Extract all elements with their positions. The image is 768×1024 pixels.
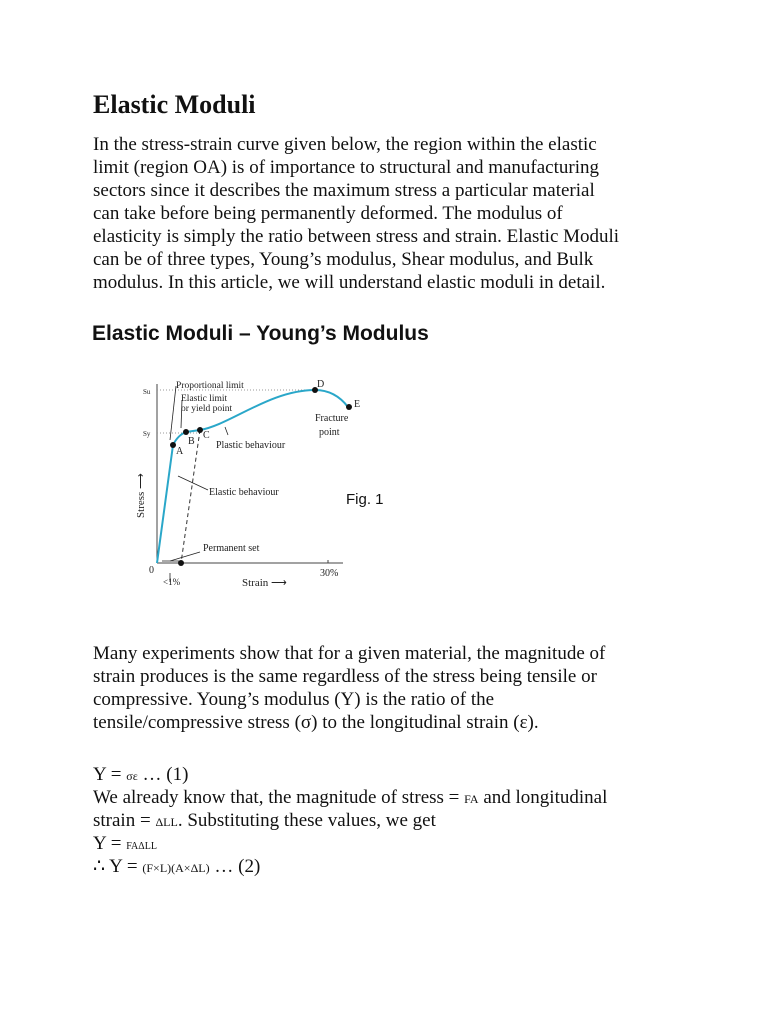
intro-line: modulus. In this article, we will understand elastic moduli in detail.: [93, 272, 606, 293]
unload-line: [181, 430, 200, 563]
intro-line: can take before being permanently deformed. The modulus of: [93, 203, 563, 224]
proportional-limit-label: Proportional limit: [176, 381, 244, 391]
eq-number: … (2): [209, 856, 261, 877]
fracture-point-label: point: [319, 427, 340, 438]
page-title: Elastic Moduli: [93, 90, 256, 119]
figure-caption: Fig. 1: [346, 491, 384, 508]
fracture-label: Fracture: [315, 413, 349, 424]
x-axis-label: Strain ⟶: [242, 577, 287, 589]
text: and longitudinal: [478, 787, 608, 808]
eq-fraction: σε: [126, 769, 138, 783]
elastic-behaviour-label: Elastic behaviour: [209, 487, 279, 498]
eq-fraction: FAΔLL: [126, 841, 157, 852]
strain-line: [93, 809, 436, 834]
section-heading: Elastic Moduli – Young’s Modulus: [92, 322, 429, 345]
label-d: D: [317, 379, 325, 390]
paragraph-line: tensile/compressive stress (σ) to the longitudinal strain (ε).: [93, 712, 539, 733]
y-axis-label: Stress ⟶: [135, 473, 147, 518]
point-set: [178, 560, 184, 566]
eq-fraction: ΔLL: [155, 815, 178, 829]
intro-line: sectors since it describes the maximum stress a particular material: [93, 180, 595, 201]
label-a: A: [176, 446, 184, 457]
point-e: [346, 404, 352, 410]
point-b: [183, 429, 189, 435]
eq-number: … (1): [137, 764, 189, 785]
x30-label: 30%: [320, 568, 339, 579]
text: strain =: [93, 810, 156, 831]
text: We already know that, the magnitude of stress =: [93, 787, 465, 808]
sy-label: Sy: [143, 430, 151, 438]
eq-lhs: Y =: [93, 833, 127, 854]
paragraph-line: Many experiments show that for a given material, the magnitude of: [93, 643, 606, 664]
label-c: C: [203, 430, 210, 441]
elastic-limit-label: Elastic limit: [181, 394, 228, 404]
equation-1: [93, 763, 188, 788]
paragraph-line: strain produces is the same regardless of the stress being tensile or: [93, 666, 597, 687]
intro-line: limit (region OA) is of importance to structural and manufacturing: [93, 157, 599, 178]
stress-strain-figure: [130, 370, 400, 600]
permanent-set-label: Permanent set: [203, 543, 260, 554]
intro-line: In the stress-strain curve given below, the region within the elastic: [93, 134, 597, 155]
label-e: E: [354, 399, 361, 410]
intro-line: elasticity is simply the ratio between stress and strain. Elastic Moduli: [93, 226, 620, 247]
label-b: B: [188, 436, 195, 447]
origin-label: 0: [149, 565, 154, 576]
intro-line: can be of three types, Young’s modulus, Shear modulus, and Bulk: [93, 249, 594, 270]
eq-fraction: (F×L)(A×ΔL): [142, 861, 210, 875]
su-label: Su: [143, 388, 151, 396]
plastic-behaviour-label: Plastic behaviour: [216, 440, 286, 451]
eq-fraction: FA: [464, 792, 479, 806]
text: . Substituting these values, we get: [177, 810, 436, 831]
lt1-label: <1%: [163, 577, 181, 587]
eq-lhs: Y =: [93, 764, 127, 785]
stress-line: [93, 786, 607, 811]
paragraph-line: compressive. Young’s modulus (Y) is the ratio of the: [93, 689, 495, 710]
eq-lhs: ∴ Y =: [93, 856, 143, 877]
equation-3: [93, 855, 260, 880]
yield-point-label: or yield point: [181, 404, 233, 414]
